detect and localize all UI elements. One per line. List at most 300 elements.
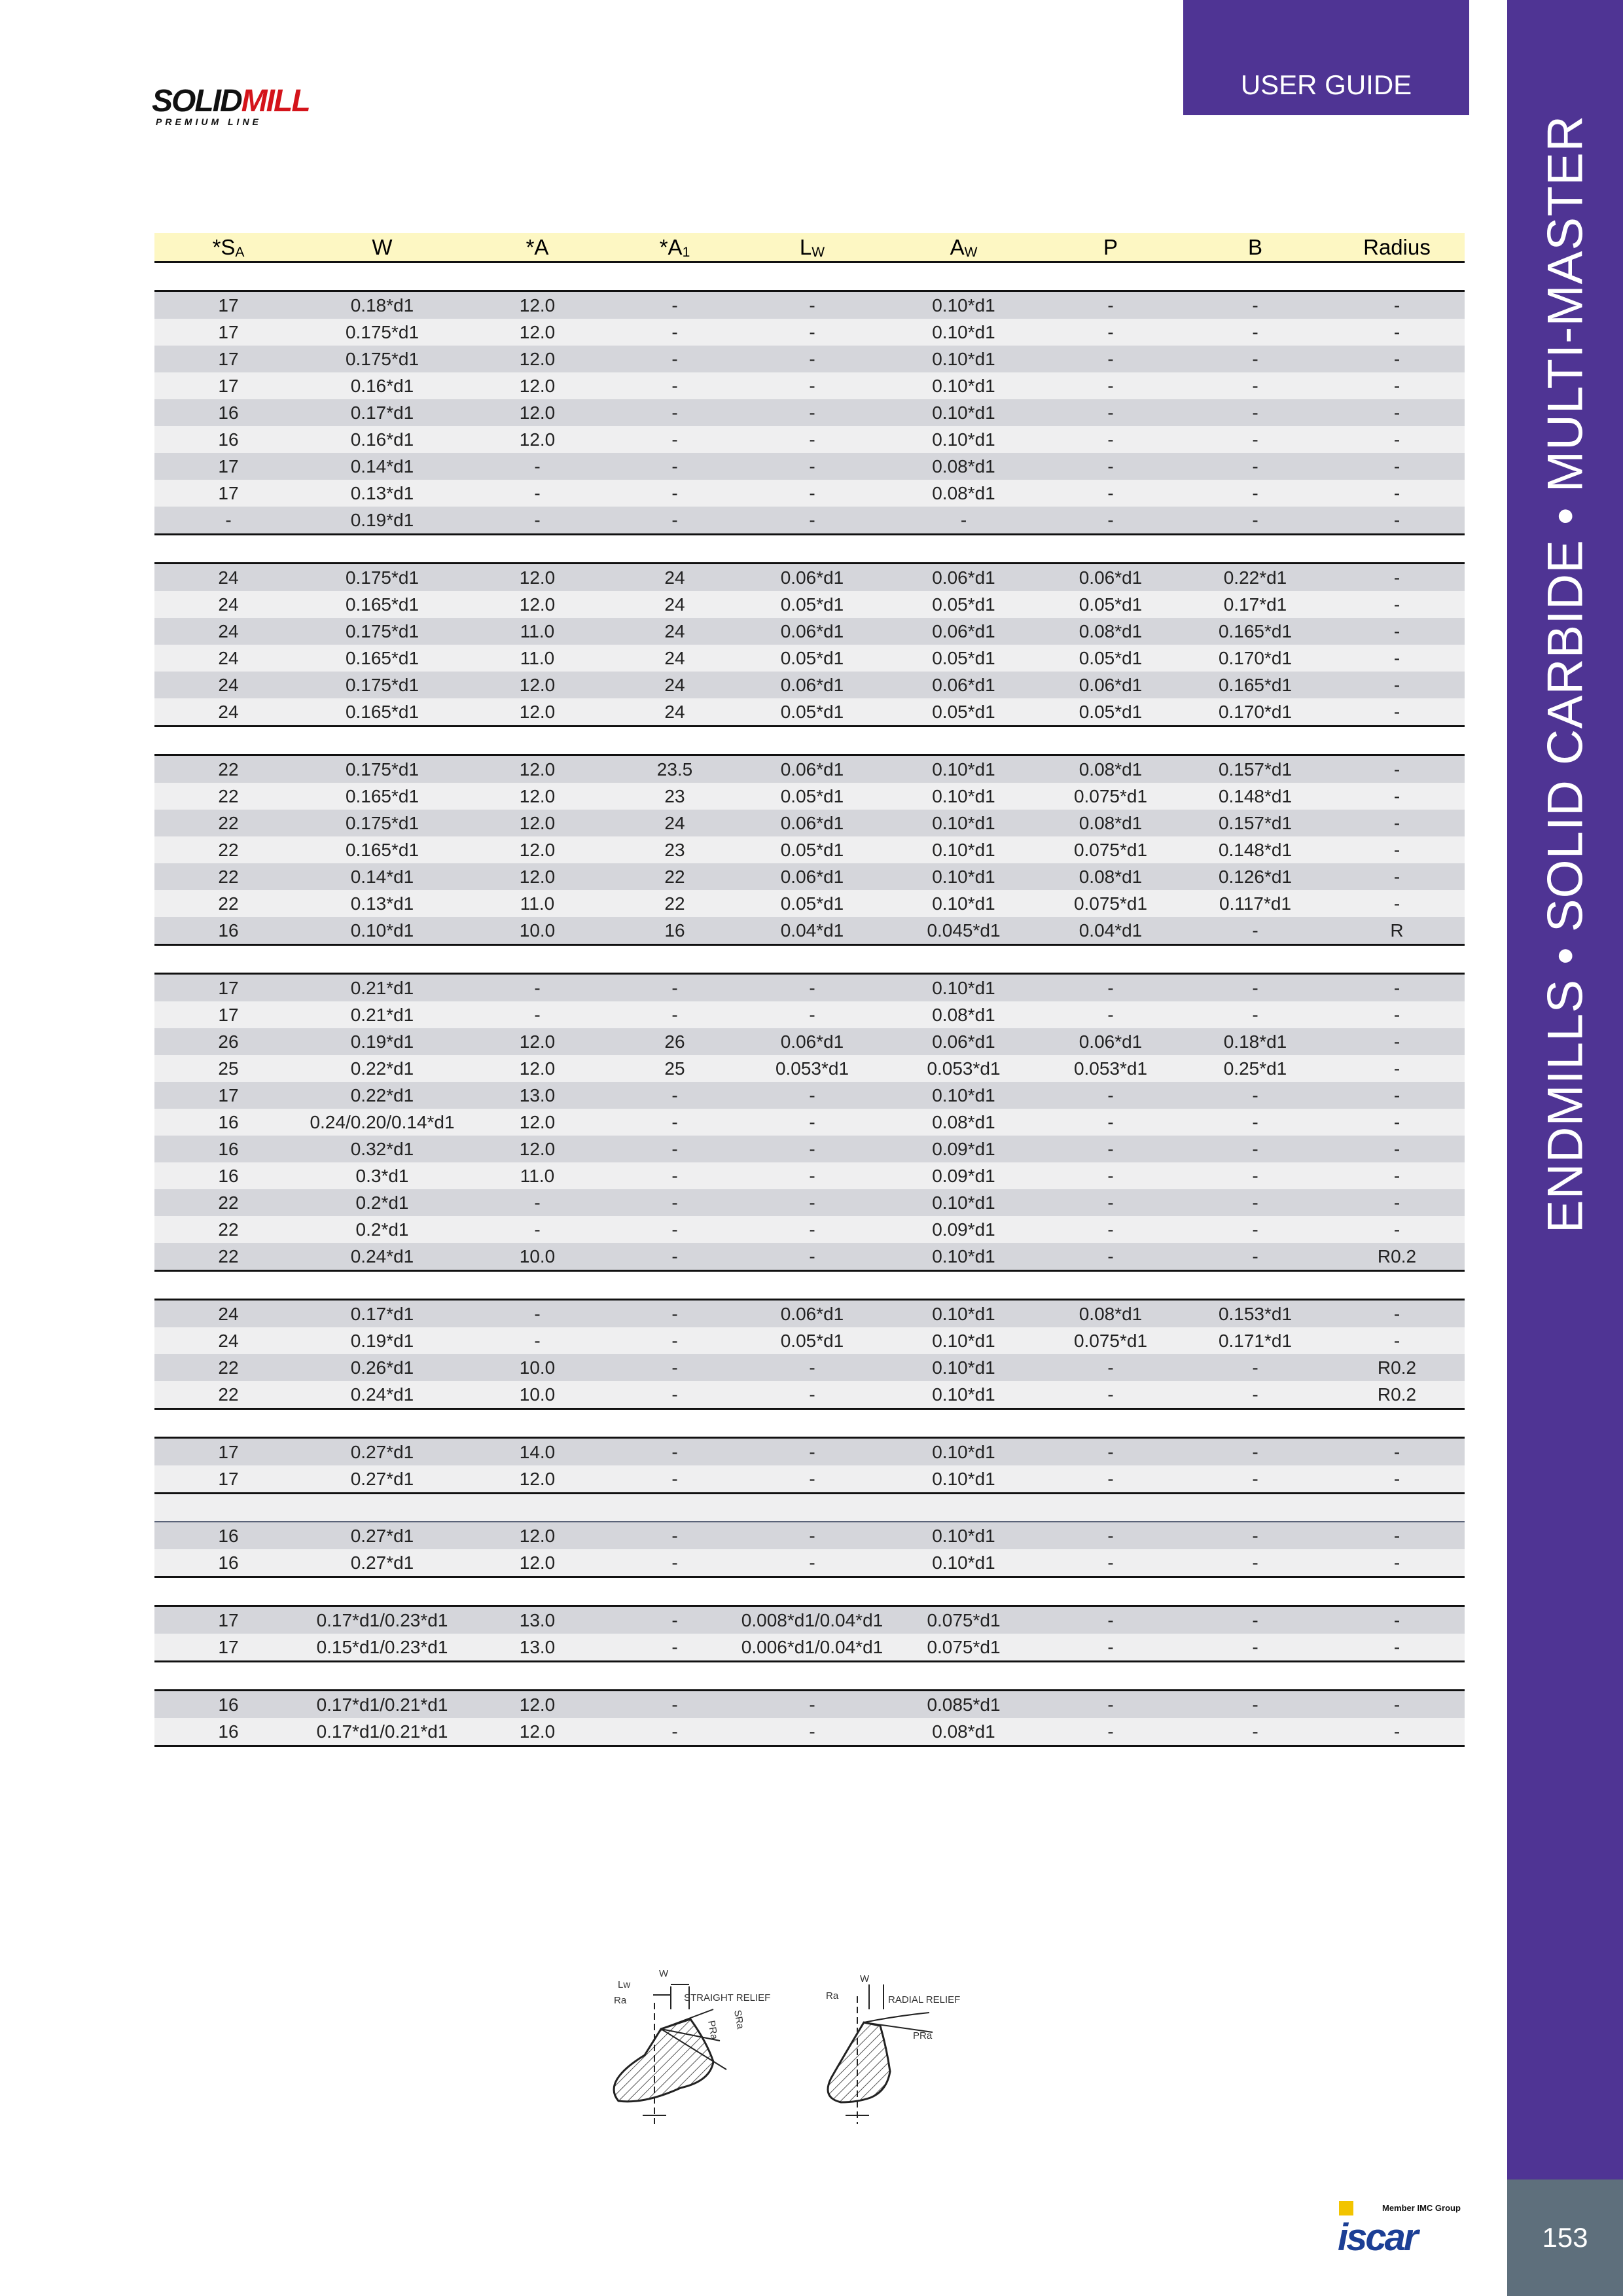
table-cell: - — [1040, 399, 1181, 426]
table-cell: - — [1329, 836, 1465, 863]
table-cell: - — [1040, 1465, 1181, 1494]
table-cell: 16 — [154, 1162, 302, 1189]
table-cell: - — [1181, 1549, 1329, 1577]
table-cell: 0.10*d1 — [887, 810, 1040, 836]
member-imc-text: Member IMC Group — [1382, 2203, 1461, 2213]
relief-diagram — [596, 1957, 988, 2127]
table-cell: - — [1040, 974, 1181, 1002]
table-cell: - — [613, 1216, 737, 1243]
table-cell: - — [1040, 1606, 1181, 1634]
table-cell: 12.0 — [462, 291, 613, 319]
table-cell: 0.175*d1 — [302, 346, 462, 372]
table-cell: - — [613, 1162, 737, 1189]
table-cell: 22 — [613, 890, 737, 917]
table-cell: - — [1329, 1549, 1465, 1577]
table-cell: - — [737, 1465, 887, 1494]
table-cell: 0.148*d1 — [1181, 783, 1329, 810]
spec-table — [154, 233, 1465, 1747]
table-cell: 24 — [154, 645, 302, 672]
table-cell: 11.0 — [462, 618, 613, 645]
column-header — [1329, 233, 1465, 262]
table-cell: 0.10*d1 — [887, 1438, 1040, 1466]
table-cell: 0.08*d1 — [887, 1109, 1040, 1136]
table-cell: - — [1329, 618, 1465, 645]
table-cell: 12.0 — [462, 755, 613, 783]
table-cell: 0.126*d1 — [1181, 863, 1329, 890]
table-cell: 0.10*d1 — [887, 890, 1040, 917]
table-cell: 12.0 — [462, 1028, 613, 1055]
table-cell: - — [737, 1001, 887, 1028]
table-cell: - — [613, 1327, 737, 1354]
table-cell: 24 — [613, 618, 737, 645]
table-cell: - — [1040, 1522, 1181, 1549]
table-cell: 0.117*d1 — [1181, 890, 1329, 917]
logo-word-mill: MILL — [241, 84, 310, 118]
table-cell: 0.06*d1 — [737, 1300, 887, 1328]
table-cell: - — [462, 453, 613, 480]
page-number: 153 — [1542, 2222, 1588, 2253]
table-cell: 0.05*d1 — [887, 591, 1040, 618]
user-guide-label: USER GUIDE — [1240, 69, 1412, 100]
table-cell: 0.05*d1 — [737, 890, 887, 917]
table-cell: 12.0 — [462, 372, 613, 399]
page-number-box — [1507, 2179, 1623, 2296]
table-cell: 0.170*d1 — [1181, 645, 1329, 672]
table-cell: - — [613, 1549, 737, 1577]
table-cell: 22 — [154, 810, 302, 836]
diagram-label-pra: PRa — [705, 2019, 720, 2041]
table-row — [154, 1327, 1465, 1354]
table-cell: - — [737, 507, 887, 535]
logo-word-solid: SOLID — [152, 84, 241, 118]
table-cell: 17 — [154, 291, 302, 319]
table-row — [154, 698, 1465, 726]
table-cell: 0.175*d1 — [302, 672, 462, 698]
table-cell: - — [1329, 453, 1465, 480]
group-separator — [154, 1271, 1465, 1300]
table-cell: 25 — [154, 1055, 302, 1082]
table-cell: 0.27*d1 — [302, 1522, 462, 1549]
table-cell: - — [1040, 1691, 1181, 1719]
table-cell: 12.0 — [462, 399, 613, 426]
table-cell: - — [1181, 1606, 1329, 1634]
table-cell: - — [1329, 1606, 1465, 1634]
table-cell: 0.06*d1 — [1040, 672, 1181, 698]
group-separator — [154, 726, 1465, 755]
table-cell: 0.21*d1 — [302, 1001, 462, 1028]
table-cell: - — [1329, 480, 1465, 507]
table-cell: 12.0 — [462, 863, 613, 890]
table-cell: - — [1329, 346, 1465, 372]
table-cell: - — [1181, 1189, 1329, 1216]
table-row — [154, 783, 1465, 810]
table-cell: 0.05*d1 — [887, 645, 1040, 672]
table-cell: 17 — [154, 1438, 302, 1466]
table-row — [154, 480, 1465, 507]
table-cell: 0.09*d1 — [887, 1216, 1040, 1243]
table-cell: 0.14*d1 — [302, 453, 462, 480]
table-row — [154, 319, 1465, 346]
table-cell: - — [1181, 1082, 1329, 1109]
table-cell: - — [1181, 1438, 1329, 1466]
table-cell: - — [1329, 1216, 1465, 1243]
table-cell: 0.3*d1 — [302, 1162, 462, 1189]
column-header-main: P — [1103, 234, 1118, 259]
table-cell: - — [613, 291, 737, 319]
table-row — [154, 1300, 1465, 1328]
table-cell: 24 — [154, 1300, 302, 1328]
table-cell: 0.17*d1/0.21*d1 — [302, 1718, 462, 1746]
table-row — [154, 1522, 1465, 1549]
table-cell: 0.06*d1 — [887, 618, 1040, 645]
table-cell: - — [1040, 1216, 1181, 1243]
table-cell: - — [737, 1549, 887, 1577]
table-cell: - — [613, 426, 737, 453]
table-cell: 16 — [154, 399, 302, 426]
table-cell: - — [1329, 1162, 1465, 1189]
table-cell: - — [1181, 1381, 1329, 1409]
table-cell: - — [1329, 426, 1465, 453]
table-row — [154, 1691, 1465, 1719]
table-cell: 0.148*d1 — [1181, 836, 1329, 863]
table-cell: 23.5 — [613, 755, 737, 783]
table-cell: 0.10*d1 — [887, 426, 1040, 453]
table-cell: 12.0 — [462, 319, 613, 346]
table-cell: - — [1040, 1162, 1181, 1189]
table-row — [154, 1055, 1465, 1082]
table-cell: 24 — [154, 618, 302, 645]
table-cell: - — [1181, 372, 1329, 399]
table-cell: 24 — [154, 698, 302, 726]
table-cell: - — [613, 1109, 737, 1136]
table-body — [154, 262, 1465, 1746]
table-cell: 0.10*d1 — [887, 1327, 1040, 1354]
column-header-main: W — [372, 234, 393, 259]
table-cell: 11.0 — [462, 645, 613, 672]
table-cell: 0.08*d1 — [1040, 618, 1181, 645]
table-cell: - — [1040, 1109, 1181, 1136]
table-cell: - — [1329, 1028, 1465, 1055]
user-guide-tab — [1183, 0, 1469, 115]
column-header — [613, 233, 737, 262]
column-header-main: L — [799, 234, 812, 259]
table-cell: 0.175*d1 — [302, 618, 462, 645]
table-cell: - — [1040, 319, 1181, 346]
table-cell: - — [613, 1381, 737, 1409]
table-cell: 25 — [613, 1055, 737, 1082]
table-row — [154, 672, 1465, 698]
table-cell: 10.0 — [462, 1243, 613, 1271]
solidmill-logo — [152, 86, 329, 130]
table-cell: 0.10*d1 — [887, 783, 1040, 810]
table-cell: 12.0 — [462, 1465, 613, 1494]
table-cell: 12.0 — [462, 426, 613, 453]
table-cell: 17 — [154, 974, 302, 1002]
table-cell: 24 — [613, 645, 737, 672]
table-cell: - — [1329, 1136, 1465, 1162]
table-cell: - — [1181, 1216, 1329, 1243]
table-cell: 0.053*d1 — [737, 1055, 887, 1082]
table-cell: 0.06*d1 — [737, 672, 887, 698]
table-cell: 0.08*d1 — [887, 480, 1040, 507]
group-separator — [154, 262, 1465, 291]
table-cell: 0.19*d1 — [302, 507, 462, 535]
table-cell: 16 — [154, 1109, 302, 1136]
table-row — [154, 890, 1465, 917]
table-cell: 12.0 — [462, 1522, 613, 1549]
table-cell: - — [1329, 399, 1465, 426]
table-row — [154, 1718, 1465, 1746]
table-cell: 0.10*d1 — [887, 1354, 1040, 1381]
table-cell: - — [1181, 1162, 1329, 1189]
table-cell: - — [1181, 291, 1329, 319]
table-cell: - — [1329, 1327, 1465, 1354]
table-cell: 0.10*d1 — [887, 291, 1040, 319]
table-cell: - — [887, 507, 1040, 535]
table-cell: 0.2*d1 — [302, 1216, 462, 1243]
table-cell: 14.0 — [462, 1438, 613, 1466]
table-cell: 23 — [613, 783, 737, 810]
table-cell: 0.10*d1 — [302, 917, 462, 945]
table-cell: 0.10*d1 — [887, 755, 1040, 783]
table-cell: 0.06*d1 — [737, 564, 887, 592]
table-cell: 0.06*d1 — [1040, 564, 1181, 592]
table-cell: 22 — [154, 1189, 302, 1216]
column-header — [302, 233, 462, 262]
table-cell: - — [613, 507, 737, 535]
table-cell: - — [1181, 507, 1329, 535]
table-cell: 0.25*d1 — [1181, 1055, 1329, 1082]
table-cell: - — [1329, 1691, 1465, 1719]
table-cell: 0.08*d1 — [1040, 1300, 1181, 1328]
table-cell: 0.157*d1 — [1181, 755, 1329, 783]
table-cell: R0.2 — [1329, 1354, 1465, 1381]
table-cell: 22 — [154, 755, 302, 783]
table-cell: - — [1040, 1718, 1181, 1746]
table-row — [154, 1634, 1465, 1662]
table-row — [154, 507, 1465, 535]
table-cell: - — [737, 1109, 887, 1136]
table-cell: 16 — [154, 1136, 302, 1162]
table-cell: 13.0 — [462, 1082, 613, 1109]
column-header-sub: A — [235, 244, 245, 260]
table-row — [154, 917, 1465, 945]
table-cell: - — [1040, 1381, 1181, 1409]
table-cell: 0.08*d1 — [887, 1001, 1040, 1028]
table-cell: 0.165*d1 — [1181, 618, 1329, 645]
table-row — [154, 1606, 1465, 1634]
diagram-label-radial-relief: RADIAL RELIEF — [888, 1994, 961, 2005]
table-cell: 0.10*d1 — [887, 399, 1040, 426]
table-cell: R0.2 — [1329, 1381, 1465, 1409]
table-cell: 0.06*d1 — [737, 755, 887, 783]
table-cell: - — [1040, 291, 1181, 319]
table-cell: - — [1329, 1522, 1465, 1549]
table-cell: - — [1329, 698, 1465, 726]
table-cell: - — [1040, 1189, 1181, 1216]
table-cell: 12.0 — [462, 1136, 613, 1162]
table-cell: - — [1040, 507, 1181, 535]
table-cell: 16 — [154, 1691, 302, 1719]
table-cell: 0.10*d1 — [887, 319, 1040, 346]
table-row — [154, 1216, 1465, 1243]
table-cell: 0.17*d1 — [1181, 591, 1329, 618]
table-cell: 24 — [613, 698, 737, 726]
table-cell: 12.0 — [462, 591, 613, 618]
column-header — [737, 233, 887, 262]
table-row — [154, 1465, 1465, 1494]
table-cell: - — [1329, 755, 1465, 783]
table-cell: 12.0 — [462, 1718, 613, 1746]
table-cell: - — [737, 399, 887, 426]
column-header-main: B — [1247, 234, 1262, 259]
table-cell: 0.165*d1 — [302, 783, 462, 810]
table-cell: 13.0 — [462, 1634, 613, 1662]
table-cell: 0.175*d1 — [302, 319, 462, 346]
table-cell: 0.10*d1 — [887, 346, 1040, 372]
table-cell: - — [1329, 1082, 1465, 1109]
table-cell: 0.10*d1 — [887, 974, 1040, 1002]
table-cell: - — [737, 1162, 887, 1189]
table-cell: 0.17*d1/0.23*d1 — [302, 1606, 462, 1634]
table-cell: 12.0 — [462, 672, 613, 698]
table-cell: 0.10*d1 — [887, 1522, 1040, 1549]
table-cell: - — [737, 1718, 887, 1746]
table-cell: 0.24*d1 — [302, 1243, 462, 1271]
table-cell: 24 — [613, 591, 737, 618]
table-cell: 0.22*d1 — [302, 1055, 462, 1082]
table-cell: 0.18*d1 — [1181, 1028, 1329, 1055]
table-cell: - — [1040, 1243, 1181, 1271]
table-cell: - — [1040, 1354, 1181, 1381]
table-cell: 0.24/0.20/0.14*d1 — [302, 1109, 462, 1136]
table-cell: - — [613, 1001, 737, 1028]
table-cell: 0.006*d1/0.04*d1 — [737, 1634, 887, 1662]
table-cell: - — [462, 1001, 613, 1028]
diagram-label-straight-relief: STRAIGHT RELIEF — [684, 1992, 771, 2003]
table-cell: - — [737, 1082, 887, 1109]
table-cell: - — [737, 1189, 887, 1216]
table-cell: 11.0 — [462, 890, 613, 917]
table-row — [154, 810, 1465, 836]
table-cell: 17 — [154, 346, 302, 372]
table-row — [154, 1109, 1465, 1136]
table-cell: 0.075*d1 — [1040, 1327, 1181, 1354]
table-cell: 10.0 — [462, 1354, 613, 1381]
table-cell: - — [1181, 1243, 1329, 1271]
table-cell: - — [1329, 1001, 1465, 1028]
table-cell: 0.17*d1 — [302, 399, 462, 426]
table-cell: - — [1040, 1438, 1181, 1466]
table-cell: - — [613, 1634, 737, 1662]
table-cell: - — [613, 1136, 737, 1162]
table-cell: 0.13*d1 — [302, 480, 462, 507]
table-cell: 0.19*d1 — [302, 1028, 462, 1055]
table-cell: 12.0 — [462, 1691, 613, 1719]
table-cell: - — [737, 480, 887, 507]
table-cell: 22 — [154, 1381, 302, 1409]
table-cell: 24 — [154, 672, 302, 698]
table-cell: 0.16*d1 — [302, 372, 462, 399]
table-cell: 17 — [154, 1465, 302, 1494]
table-cell: 22 — [613, 863, 737, 890]
table-cell: 22 — [154, 890, 302, 917]
table-cell: 12.0 — [462, 783, 613, 810]
side-title — [1507, 92, 1623, 1257]
table-header-row — [154, 233, 1465, 262]
table-cell: - — [737, 1691, 887, 1719]
table-cell: 0.19*d1 — [302, 1327, 462, 1354]
table-cell: - — [1329, 564, 1465, 592]
table-cell: 22 — [154, 1354, 302, 1381]
table-cell: 0.085*d1 — [887, 1691, 1040, 1719]
table-cell: - — [1040, 1549, 1181, 1577]
table-cell: 12.0 — [462, 836, 613, 863]
table-cell: - — [1329, 1189, 1465, 1216]
table-cell: - — [737, 346, 887, 372]
column-header-main: A — [950, 234, 965, 259]
table-cell: 0.24*d1 — [302, 1381, 462, 1409]
table-cell: 17 — [154, 453, 302, 480]
table-cell: - — [462, 1216, 613, 1243]
table-cell: - — [1181, 1136, 1329, 1162]
table-cell: - — [462, 1189, 613, 1216]
table-row — [154, 1354, 1465, 1381]
table-row — [154, 618, 1465, 645]
table-cell: - — [737, 319, 887, 346]
table-cell: 0.17*d1 — [302, 1300, 462, 1328]
table-cell: 0.08*d1 — [1040, 810, 1181, 836]
table-cell: 0.053*d1 — [887, 1055, 1040, 1082]
table-cell: - — [737, 1522, 887, 1549]
column-header-sub: 1 — [682, 244, 690, 260]
table-cell: 24 — [154, 564, 302, 592]
table-cell: - — [1040, 372, 1181, 399]
table-cell: - — [737, 372, 887, 399]
table-cell: 0.21*d1 — [302, 974, 462, 1002]
table-cell: 22 — [154, 1243, 302, 1271]
table-row — [154, 1082, 1465, 1109]
table-row — [154, 564, 1465, 592]
table-cell: 16 — [154, 1718, 302, 1746]
table-cell: 16 — [154, 1522, 302, 1549]
iscar-yellow-mark — [1339, 2201, 1353, 2215]
table-cell: 12.0 — [462, 346, 613, 372]
table-row — [154, 291, 1465, 319]
table-cell: - — [1329, 1109, 1465, 1136]
diagram-label-w: W — [659, 1968, 669, 1979]
table-cell: - — [737, 1136, 887, 1162]
table-cell: - — [613, 480, 737, 507]
table-cell: 0.15*d1/0.23*d1 — [302, 1634, 462, 1662]
table-cell: 12.0 — [462, 698, 613, 726]
table-cell: 0.075*d1 — [1040, 783, 1181, 810]
table-cell: 0.10*d1 — [887, 836, 1040, 863]
table-cell: - — [1040, 1136, 1181, 1162]
table-cell: 13.0 — [462, 1606, 613, 1634]
table-cell: 0.165*d1 — [302, 698, 462, 726]
table-cell: 0.27*d1 — [302, 1465, 462, 1494]
table-cell: 0.075*d1 — [1040, 836, 1181, 863]
table-cell: - — [613, 1691, 737, 1719]
table-cell: - — [1181, 319, 1329, 346]
diagram-label-w-right: W — [860, 1973, 870, 1984]
table-cell: 0.08*d1 — [887, 1718, 1040, 1746]
table-cell: - — [1329, 863, 1465, 890]
table-row — [154, 1243, 1465, 1271]
diagram-label-pra-right: PRa — [913, 2030, 933, 2041]
table-cell: 0.06*d1 — [1040, 1028, 1181, 1055]
